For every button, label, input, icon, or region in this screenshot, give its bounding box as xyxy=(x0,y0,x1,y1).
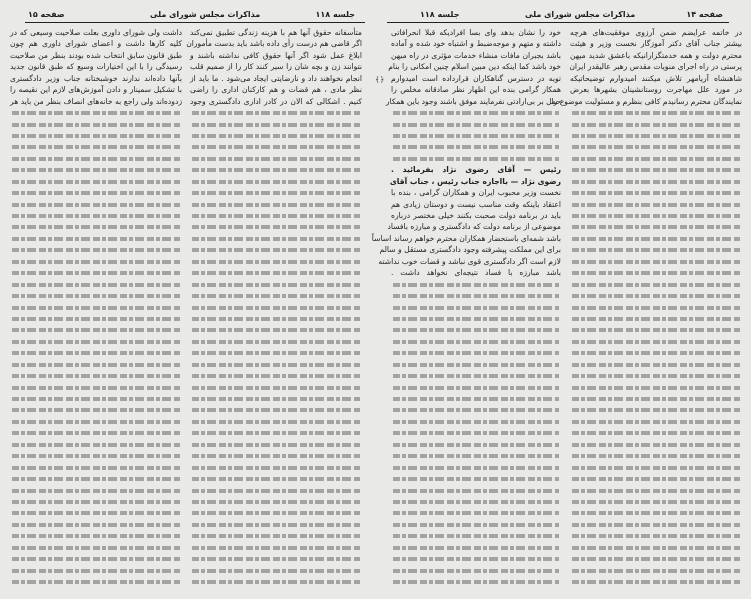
text-line: لازم است اگر دادگستری قوی نباشد و قضات خوب نداشته xyxy=(378,256,561,266)
text-line: در مورد علل مهاجرت روستانشینان بشهرها بعرض xyxy=(570,85,742,95)
illegible-text-line xyxy=(570,244,742,255)
illegible-text-line xyxy=(190,347,362,358)
illegible-text-line xyxy=(190,382,362,393)
text-line: موضوعی از برنامه دولت که دادگستری و مبارزه بافساد xyxy=(387,222,561,232)
illegible-text-line xyxy=(570,530,742,541)
illegible-text-line xyxy=(190,244,362,255)
illegible-text-line xyxy=(570,302,742,313)
session-number: جلسه ۱۱۸ xyxy=(315,10,355,19)
illegible-text-line xyxy=(391,439,561,450)
illegible-text-line xyxy=(10,199,182,210)
illegible-text-line xyxy=(190,130,362,141)
illegible-text-line xyxy=(190,427,362,438)
illegible-text-line xyxy=(391,530,561,541)
illegible-text-line xyxy=(10,439,182,450)
illegible-text-line xyxy=(190,370,362,381)
illegible-text-line xyxy=(570,324,742,335)
illegible-text-line xyxy=(391,553,561,564)
text-line: خود را نشان بدهد وای بسا افرادیکه قبلا انحرافاتی xyxy=(391,28,561,37)
illegible-text-line xyxy=(10,302,182,313)
illegible-text-line xyxy=(570,279,742,290)
text-line: با تشکیل سمینار و دادن آموزش‌های لازم این نقیصه را xyxy=(10,85,182,95)
illegible-text-line xyxy=(570,553,742,564)
illegible-text-line xyxy=(10,313,182,324)
illegible-text-line xyxy=(190,199,362,210)
illegible-text-line xyxy=(10,507,182,518)
illegible-text-line xyxy=(391,336,561,347)
session-number: جلسه ۱۱۸ xyxy=(420,10,460,19)
illegible-text-line xyxy=(570,199,742,210)
illegible-text-line xyxy=(10,210,182,221)
illegible-text-line xyxy=(391,427,561,438)
text-line: کلیه کارها داشت و اعضای شورای داوری هم چون xyxy=(10,39,182,49)
illegible-text-line xyxy=(391,473,561,484)
illegible-text-line xyxy=(190,542,362,553)
text-line: رضوی نژاد — بااجازه جناب رئیس ، جناب آقای xyxy=(389,176,561,186)
illegible-text-line xyxy=(190,141,362,152)
text-line: بآنها داده‌اند ندارند خوشبختانه جناب وزیر دادگستری xyxy=(10,73,182,83)
illegible-text-line xyxy=(10,393,182,404)
illegible-text-line xyxy=(391,565,561,576)
illegible-text-line xyxy=(391,382,561,393)
illegible-text-line xyxy=(190,267,362,278)
illegible-text-line xyxy=(10,324,182,335)
illegible-text-line xyxy=(190,565,362,576)
illegible-text-line xyxy=(190,176,362,187)
text-line: شاهنشاه آریامهر تلاش میکنند امیدوارم توضیحاتیکه xyxy=(570,73,742,83)
illegible-text-line xyxy=(570,496,742,507)
illegible-text-line xyxy=(391,393,561,404)
text-line: داشته و متهم و موجه‌ضبط و اشتباه خود شده و آماده xyxy=(391,39,561,49)
illegible-text-line xyxy=(10,107,182,118)
text-line: نتوانند زن و بچه شان را سیر کنند کار را از صمیم قلب xyxy=(190,62,362,72)
illegible-text-line xyxy=(190,279,362,290)
illegible-text-line xyxy=(190,153,362,164)
illegible-text-line xyxy=(10,187,182,198)
illegible-text-line xyxy=(190,462,362,473)
text-line: رسیدگی را با این اختیارات وسیع که طبق قانون جدید xyxy=(10,62,182,72)
illegible-text-line xyxy=(190,119,362,130)
illegible-text-line xyxy=(10,450,182,461)
illegible-text-line xyxy=(190,404,362,415)
illegible-text-line xyxy=(10,473,182,484)
text-line: توبه در دسترس گناهکاران قرارداده است امیدوارم xyxy=(391,73,561,83)
illegible-text-line xyxy=(570,462,742,473)
illegible-text-line xyxy=(391,416,561,427)
illegible-text-line xyxy=(190,210,362,221)
illegible-text-line xyxy=(391,359,561,370)
illegible-text-line xyxy=(570,107,742,118)
illegible-text-line xyxy=(10,485,182,496)
illegible-text-line xyxy=(190,450,362,461)
text-line: باشد مبارزه با فساد نتیجه‌ای نخواهد داشت . xyxy=(391,268,561,278)
illegible-text-line xyxy=(190,256,362,267)
illegible-text-line xyxy=(10,176,182,187)
text-line: انجام نخواهند داد و نارضایتی ایجاد می‌شود . ما باید از xyxy=(190,73,362,83)
illegible-text-line xyxy=(190,393,362,404)
text-line: داشت ولی شورای داوری بعلت صلاحیت وسیعی که در xyxy=(10,28,182,37)
illegible-text-line xyxy=(391,485,561,496)
illegible-text-line xyxy=(570,393,742,404)
text-line: اگر قاضی هم درست رأی داده باشد باید بدست مأموران xyxy=(186,39,362,49)
illegible-text-line xyxy=(570,176,742,187)
illegible-text-line xyxy=(10,530,182,541)
illegible-text-line xyxy=(10,267,182,278)
illegible-text-line xyxy=(570,359,742,370)
text-line: پرستی در راه اجرای منویات مقدس رهبر عالیقدر ایران xyxy=(569,62,742,72)
text-line: برای این مملکت پیشرفته وجود دادگستری مستقل و سالم xyxy=(379,245,561,255)
illegible-text-line xyxy=(570,164,742,175)
illegible-text-line xyxy=(190,553,362,564)
text-line: اعتقاد باینکه وقت مناسب نیست و دوستان زیادی هم xyxy=(391,199,561,209)
illegible-text-line xyxy=(190,496,362,507)
illegible-text-line xyxy=(10,427,182,438)
text-line: متأسفانه حقوق آنها هم با هزینه زندگی تطبیق نمی‌کند xyxy=(190,28,362,37)
illegible-text-line xyxy=(570,130,742,141)
illegible-text-line xyxy=(391,404,561,415)
illegible-text-line xyxy=(570,485,742,496)
illegible-text-line xyxy=(391,542,561,553)
illegible-text-line xyxy=(570,256,742,267)
illegible-text-line xyxy=(391,370,561,381)
illegible-text-line xyxy=(391,496,561,507)
illegible-text-line xyxy=(391,153,561,164)
illegible-text-line xyxy=(570,507,742,518)
illegible-text-line xyxy=(10,221,182,232)
illegible-text-line xyxy=(10,565,182,576)
illegible-text-line xyxy=(10,496,182,507)
illegible-text-line xyxy=(570,187,742,198)
text-line: خود باشد کما اینکه دین مبین اسلام چنین امکانی را بنام xyxy=(388,62,561,72)
illegible-text-line xyxy=(570,313,742,324)
illegible-text-line xyxy=(190,164,362,175)
illegible-text-line xyxy=(190,324,362,335)
header-rule xyxy=(387,22,729,23)
illegible-text-line xyxy=(391,507,561,518)
illegible-text-line xyxy=(190,530,362,541)
illegible-text-line xyxy=(10,290,182,301)
illegible-text-line xyxy=(10,279,182,290)
illegible-text-line xyxy=(391,450,561,461)
text-column-right xyxy=(551,27,742,587)
text-line: حمل بر بی‌ارادتی نفرمایند موفق باشند وجود باین همکار xyxy=(385,96,561,106)
illegible-text-line xyxy=(10,359,182,370)
illegible-text-line xyxy=(190,233,362,244)
text-line: بیشتر جناب آقای دکتر آموزگار نخست وزیر و هیئت xyxy=(570,39,742,49)
illegible-text-line xyxy=(391,347,561,358)
illegible-text-line xyxy=(391,141,561,152)
illegible-text-line xyxy=(570,404,742,415)
page-number: صفحه ۱۴ xyxy=(686,10,723,19)
illegible-text-line xyxy=(190,439,362,450)
illegible-text-line xyxy=(190,416,362,427)
text-line: نخست وزیر محبوب ایران و همکاران گرامی ، بنده با xyxy=(391,188,561,198)
illegible-text-line xyxy=(190,507,362,518)
illegible-text-line xyxy=(190,290,362,301)
illegible-text-line xyxy=(190,485,362,496)
illegible-text-line xyxy=(570,210,742,221)
illegible-text-line xyxy=(10,382,182,393)
illegible-text-line xyxy=(570,336,742,347)
illegible-text-line xyxy=(190,336,362,347)
illegible-text-line xyxy=(391,462,561,473)
illegible-text-line xyxy=(570,267,742,278)
text-line: باید در برنامه دولت صحبت بکنند خیلی مختصر درباره xyxy=(391,211,561,220)
text-column-left xyxy=(371,27,561,587)
illegible-text-line xyxy=(391,302,561,313)
illegible-text-line xyxy=(10,404,182,415)
illegible-text-line xyxy=(190,576,362,587)
illegible-text-line xyxy=(570,565,742,576)
illegible-text-line xyxy=(190,313,362,324)
text-line: زدوده‌اند ولی راجع به خانه‌های انصاف بنظر من باید هر xyxy=(10,96,182,106)
illegible-text-line xyxy=(10,141,182,152)
illegible-text-line xyxy=(570,382,742,393)
illegible-text-line xyxy=(570,439,742,450)
illegible-text-line xyxy=(190,221,362,232)
illegible-text-line xyxy=(391,519,561,530)
illegible-text-line xyxy=(391,107,561,118)
illegible-text-line xyxy=(190,107,362,118)
illegible-text-line xyxy=(391,279,561,290)
illegible-text-line xyxy=(391,130,561,141)
illegible-text-line xyxy=(10,519,182,530)
illegible-text-line xyxy=(391,290,561,301)
text-line: رئیس — آقای رضوی نژاد بفرمائید . xyxy=(391,165,561,175)
illegible-text-line xyxy=(570,576,742,587)
illegible-text-line xyxy=(10,233,182,244)
illegible-text-line xyxy=(10,542,182,553)
illegible-text-line xyxy=(570,519,742,530)
illegible-text-line xyxy=(391,119,561,130)
text-line: همکار گرامی بنده این اظهار نظر صادقانه مخلص را xyxy=(391,85,561,95)
illegible-text-line xyxy=(190,187,362,198)
illegible-text-line xyxy=(570,542,742,553)
text-line: نظر مادی ، هم قضات و هم کارکنان اداری را راضی xyxy=(190,85,362,95)
illegible-text-line xyxy=(570,221,742,232)
illegible-text-line xyxy=(570,473,742,484)
illegible-text-line xyxy=(10,130,182,141)
illegible-text-line xyxy=(190,519,362,530)
text-line: ابلاغ عمل شود اگر آنها حقوق کافی نداشته باشند و xyxy=(190,50,362,60)
illegible-text-line xyxy=(391,313,561,324)
illegible-text-line xyxy=(570,427,742,438)
right-page xyxy=(371,0,751,599)
illegible-text-line xyxy=(190,473,362,484)
illegible-text-line xyxy=(570,416,742,427)
illegible-text-line xyxy=(10,553,182,564)
page-running-title: مذاکرات مجلس شورای ملی xyxy=(150,10,261,19)
illegible-text-line xyxy=(10,244,182,255)
illegible-text-line xyxy=(10,119,182,130)
text-line: طبق قانون سابق انتخاب شده بودند بنظر من صلاحیت xyxy=(10,50,182,60)
illegible-text-line xyxy=(10,336,182,347)
illegible-text-line xyxy=(570,450,742,461)
illegible-text-line xyxy=(570,153,742,164)
illegible-text-line xyxy=(570,119,742,130)
illegible-text-line xyxy=(570,347,742,358)
illegible-text-line xyxy=(570,233,742,244)
illegible-text-line xyxy=(10,416,182,427)
header-rule xyxy=(25,22,365,23)
illegible-text-line xyxy=(570,290,742,301)
margin-mark: ﴾﴿ xyxy=(375,75,385,84)
illegible-text-line xyxy=(570,141,742,152)
text-line: محترم دولت و همه خدمتگزارانیکه باعشق شدید میهن xyxy=(570,50,742,60)
illegible-text-line xyxy=(570,370,742,381)
illegible-text-line xyxy=(10,164,182,175)
text-column-right xyxy=(186,27,362,587)
text-line: کنیم . اشکالی که الان در کادر اداری دادگستری وجود xyxy=(190,96,362,106)
illegible-text-line xyxy=(10,153,182,164)
page-running-title: مذاکرات مجلس شورای ملی xyxy=(525,10,636,19)
page-number: صفحه ۱۵ xyxy=(28,10,65,19)
illegible-text-line xyxy=(391,576,561,587)
illegible-text-line xyxy=(10,370,182,381)
illegible-text-line xyxy=(10,256,182,267)
illegible-text-line xyxy=(190,359,362,370)
text-line: در خاتمه عرایضم ضمن آرزوی موفقیت‌های هرچه xyxy=(570,28,742,37)
illegible-text-line xyxy=(10,462,182,473)
text-line: باشد بجبران مافات منشاء خدمات مؤثری در راه میهن xyxy=(391,50,561,60)
illegible-text-line xyxy=(391,324,561,335)
left-page xyxy=(0,0,375,599)
text-line: باشد شمه‌ای باستحضار همکاران محترم خواهم رساند اساساً xyxy=(371,233,561,243)
illegible-text-line xyxy=(10,576,182,587)
illegible-text-line xyxy=(190,302,362,313)
illegible-text-line xyxy=(10,347,182,358)
text-line: نمایندگان محترم رسانیدم کافی بنظرم و مسئولیت موضوع را xyxy=(551,96,742,106)
text-column-left xyxy=(10,27,182,587)
